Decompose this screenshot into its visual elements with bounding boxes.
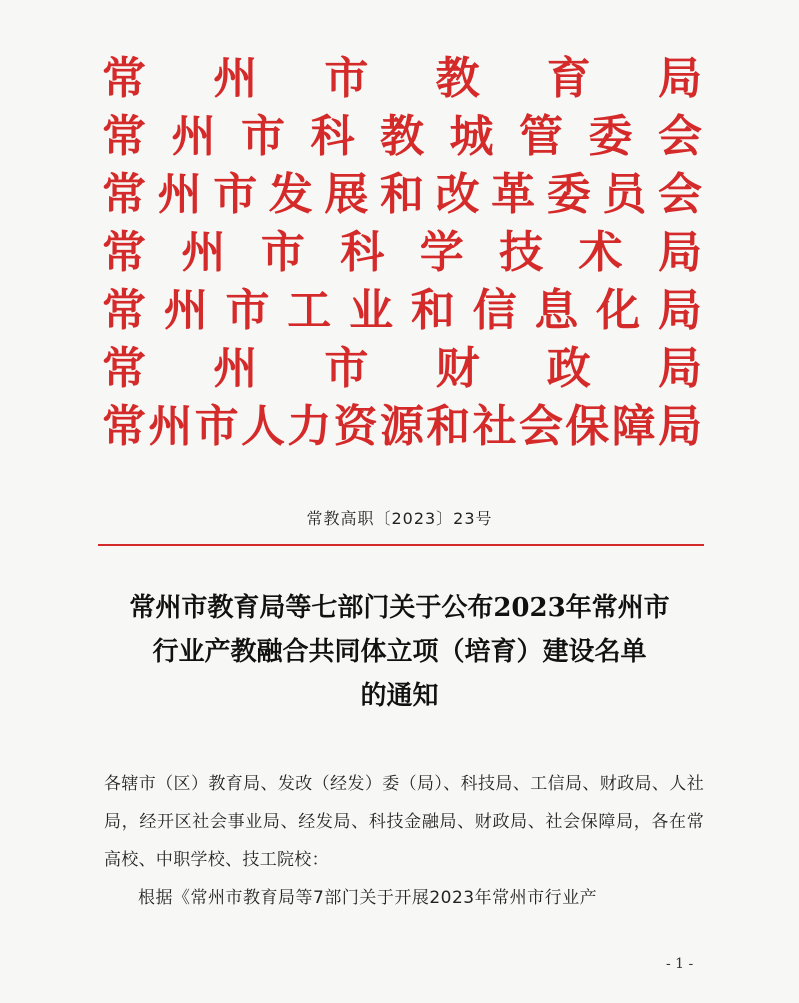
document-number: 常教高职〔2023〕23号 [306, 509, 493, 528]
title-line-3: 的通知 [360, 681, 439, 711]
masthead-line-1: 常 州 市 教 育 局 [102, 53, 702, 104]
masthead-line-6: 常 州 市 财 政 局 [102, 343, 702, 394]
red-divider [98, 544, 704, 546]
masthead-line-3: 常 州 市 发 展 和 改 革 委 员 会 [102, 169, 702, 220]
masthead-line-2: 常 州 市 科 教 城 管 委 会 [102, 111, 702, 162]
masthead-line-7: 常 州 市 人 力 资 源 和 社 会 保 障 局 [102, 401, 702, 452]
title-line-2: 行业产教融合共同体立项（培育）建设名单 [152, 637, 647, 667]
document-title [0, 586, 799, 718]
masthead-line-4: 常 州 市 科 学 技 术 局 [102, 227, 702, 278]
page-number: - 1 - [666, 956, 694, 972]
salutation: 各辖市（区）教育局、发改（经发）委（局）、科技局、工信局、财政局、人社局，经开区社会事业局、经发局、科技金融局、财政局、社会保障局，各在常高校、中职学校、技工院校： [104, 774, 704, 870]
body-paragraph: 根据《常州市教育局等7部门关于开展2023年常州市行业产 [138, 888, 598, 908]
red-masthead [102, 50, 702, 456]
masthead-line-5: 常 州 市 工 业 和 信 息 化 局 [102, 285, 702, 336]
document-body [104, 765, 704, 917]
title-line-1: 常州市教育局等七部门关于公布2023年常州市 [129, 593, 670, 623]
